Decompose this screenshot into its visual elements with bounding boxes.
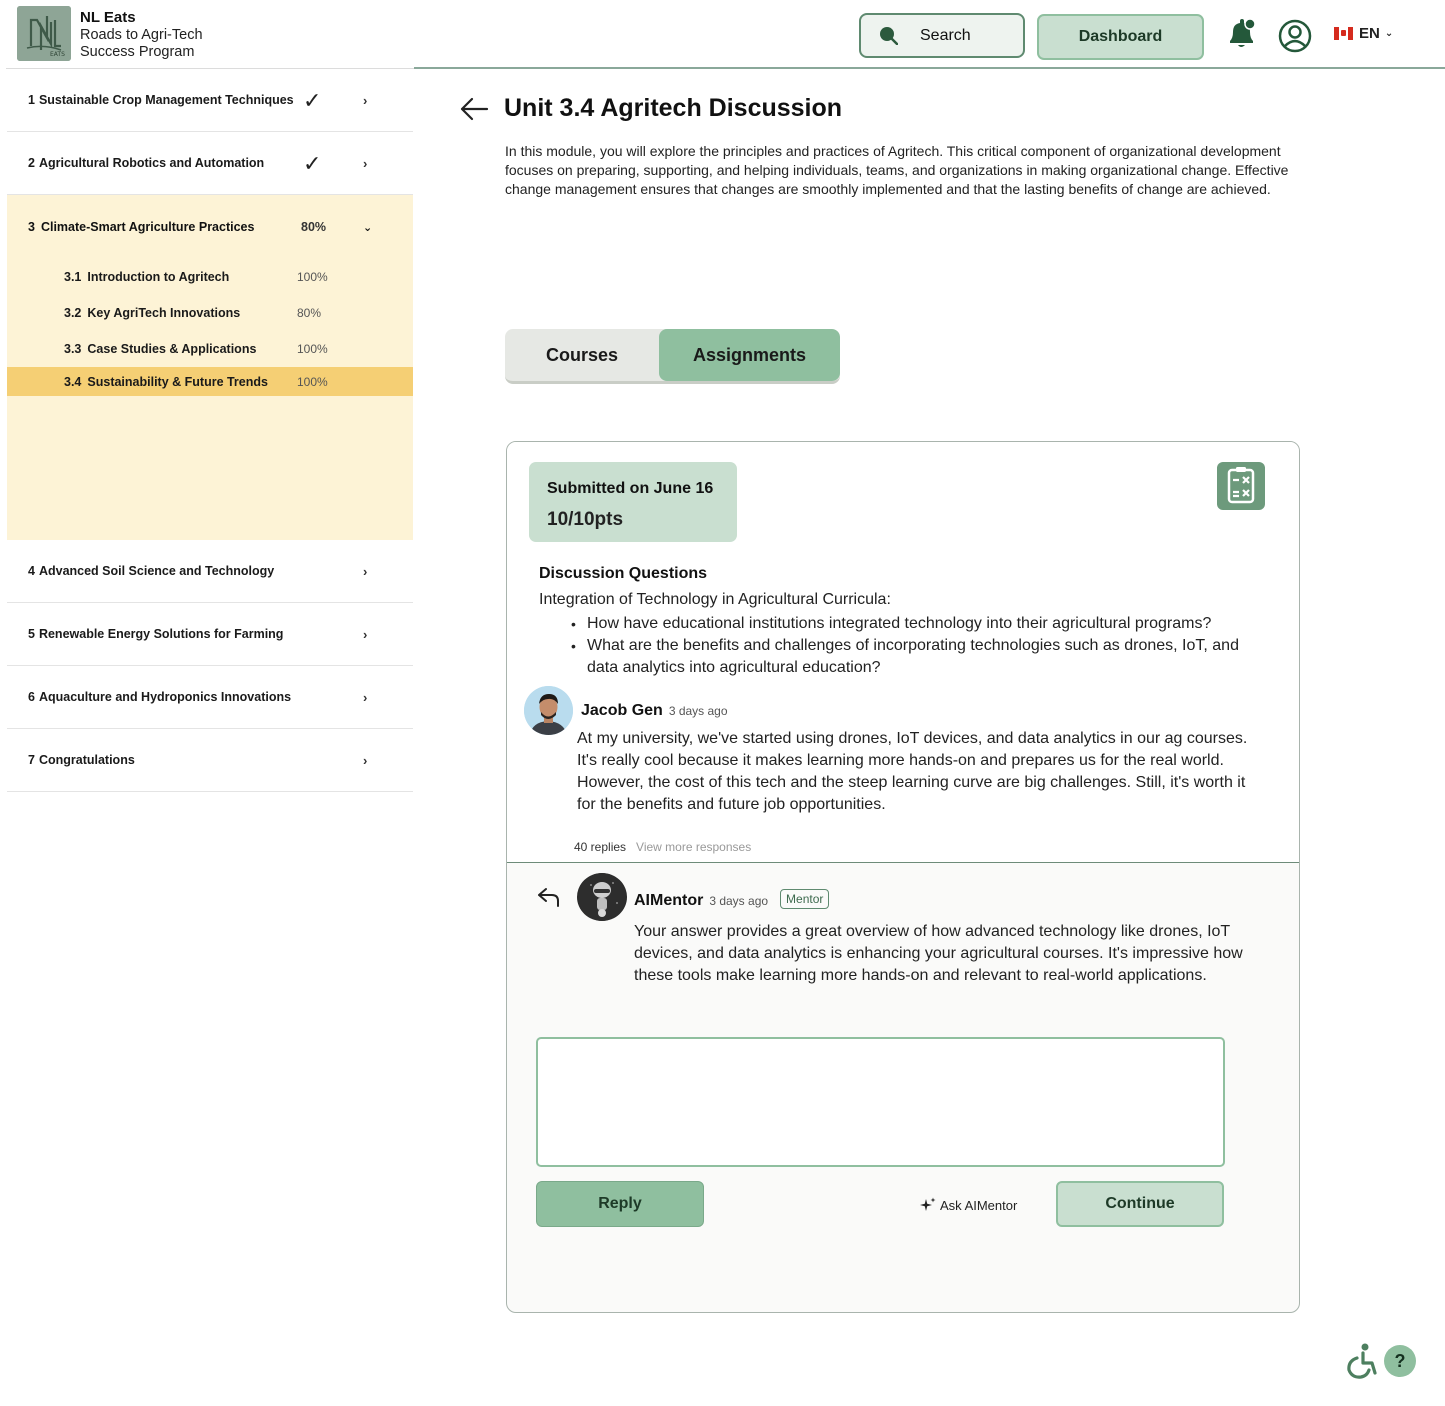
help-button[interactable]: ?	[1384, 1345, 1416, 1377]
question-item: • How have educational institutions integrated technology into their agricultural programs?	[571, 613, 1271, 635]
sidebar-lesson-3-1[interactable]	[7, 259, 413, 295]
top-header	[0, 0, 1445, 68]
module-number: 5	[28, 627, 35, 641]
post-body: At my university, we've started using drones, IoT devices, and data analytics in our ag courses. It's really cool because it makes learning more hands-on and prepares us for the real world. However, the cost of this tech and the steep learning curve are big challenges. Still, it's worth it for the benefits and future job opportunities.	[577, 730, 1248, 813]
module-number: 1	[28, 93, 35, 107]
lesson-progress: 100%	[297, 342, 328, 356]
submitted-date: Submitted on June 16	[547, 480, 714, 497]
mentor-badge: Mentor	[780, 889, 829, 909]
module-number: 4	[28, 564, 35, 578]
reply-body: Your answer provides a great overview of how advanced technology like drones, IoT devices, and data analytics is enhancing your agricultural courses. It's impressive how these tools make learning more hands-on and relevant to real-world applications.	[634, 923, 1243, 984]
module-number: 7	[28, 753, 35, 767]
chevron-right-icon[interactable]: ›	[363, 92, 368, 108]
chevron-right-icon[interactable]: ›	[363, 155, 368, 171]
lesson-title: Sustainability & Future Trends	[87, 374, 268, 389]
canada-flag-icon	[1334, 27, 1353, 40]
sidebar-module-2[interactable]	[7, 132, 413, 195]
brand-block	[80, 9, 203, 61]
lesson-title: Key AgriTech Innovations	[87, 306, 241, 320]
assignment-card	[506, 441, 1300, 1313]
checkmark-icon: ✓	[303, 88, 322, 113]
language-selector[interactable]	[1334, 25, 1393, 42]
sparkle-icon	[920, 1197, 936, 1213]
module-title: Renewable Energy Solutions for Farming	[38, 627, 284, 641]
lesson-progress: 80%	[297, 306, 322, 320]
page-title: Unit 3.4 Agritech Discussion	[504, 94, 843, 122]
module-title: Sustainable Crop Management Techniques	[38, 93, 294, 107]
avatar[interactable]	[524, 686, 573, 735]
checkmark-icon: ✓	[303, 151, 322, 176]
lesson-number: 3.4	[64, 374, 82, 389]
sidebar-module-3-expanded	[7, 195, 413, 540]
notification-bell-icon[interactable]	[1225, 17, 1257, 53]
chevron-right-icon[interactable]: ›	[363, 752, 368, 768]
reply-count: 40 replies	[574, 840, 627, 854]
sidebar-module-5[interactable]	[7, 603, 413, 666]
replies-row	[574, 840, 751, 854]
chevron-right-icon[interactable]: ›	[363, 563, 368, 579]
reply-arrow-icon	[537, 886, 561, 908]
sidebar-lesson-3-4-current[interactable]	[7, 367, 413, 396]
accessibility-icon[interactable]	[1344, 1343, 1378, 1379]
sidebar-module-7[interactable]	[7, 729, 413, 792]
module-number: 3	[28, 220, 35, 234]
discussion-questions-lead: Integration of Technology in Agricultural Curricula:	[539, 591, 891, 608]
sidebar-module-4[interactable]	[7, 540, 413, 603]
view-more-responses-link[interactable]: View more responses	[636, 840, 752, 854]
submission-status-badge	[529, 462, 737, 542]
module-number: 6	[28, 690, 35, 704]
course-sidebar	[7, 69, 413, 792]
ask-aimentor-label: Ask AIMentor	[940, 1197, 1018, 1213]
sidebar-lesson-3-2[interactable]	[7, 295, 413, 331]
reply-author	[634, 889, 829, 910]
discussion-questions-heading: Discussion Questions	[539, 565, 708, 582]
sidebar-module-1[interactable]	[7, 69, 413, 132]
lesson-number: 3.1	[64, 270, 82, 284]
discussion-questions-list	[571, 613, 1271, 679]
lesson-title: Case Studies & Applications	[87, 342, 257, 356]
ask-aimentor-button[interactable]	[920, 1197, 1017, 1213]
continue-button[interactable]: Continue	[1056, 1181, 1224, 1227]
module-progress: 80%	[301, 220, 327, 234]
back-arrow-icon[interactable]	[459, 96, 489, 122]
module-title: Climate-Smart Agriculture Practices	[40, 220, 255, 234]
chevron-down-icon[interactable]: ⌄	[363, 221, 373, 234]
brand-subtitle-line1: Roads to Agri-Tech	[80, 27, 203, 43]
ai-mentor-name[interactable]: AIMentor	[634, 892, 704, 909]
lesson-progress: 100%	[297, 374, 328, 389]
question-item: • What are the benefits and challenges of incorporating technologies such as drones, IoT, and data analytics into agricultural education?	[571, 635, 1271, 679]
chevron-down-icon: ⌄	[1384, 28, 1394, 39]
header-divider-right	[414, 67, 1445, 69]
nl-eats-logo[interactable]	[17, 6, 71, 61]
sidebar-module-6[interactable]	[7, 666, 413, 729]
language-label: EN	[1359, 25, 1380, 42]
reply-button[interactable]: Reply	[536, 1181, 704, 1227]
module-title: Agricultural Robotics and Automation	[38, 156, 265, 170]
author-name[interactable]: Jacob Gen	[581, 702, 663, 719]
content-tabs	[505, 329, 840, 384]
reply-timestamp: 3 days ago	[709, 894, 769, 908]
tab-assignments[interactable]: Assignments	[659, 329, 840, 381]
chevron-right-icon[interactable]: ›	[363, 689, 368, 705]
post-timestamp: 3 days ago	[668, 704, 728, 718]
tab-courses[interactable]: Courses	[545, 344, 619, 365]
lesson-progress: 100%	[297, 270, 328, 284]
brand-subtitle-line2: Success Program	[80, 44, 195, 60]
ai-mentor-avatar[interactable]	[577, 873, 627, 921]
search-icon	[879, 26, 898, 45]
sidebar-lesson-3-3[interactable]	[7, 331, 413, 367]
discussion-post-section	[507, 442, 1299, 863]
lesson-title: Introduction to Agritech	[87, 270, 230, 284]
logo-text: EATS	[50, 51, 65, 58]
user-profile-icon[interactable]	[1278, 19, 1312, 53]
brand-name: NL Eats	[80, 9, 136, 26]
module-title: Advanced Soil Science and Technology	[38, 564, 275, 578]
module-number: 2	[28, 156, 35, 170]
unit-intro-text: In this module, you will explore the principles and practices of Agritech. This critical component of organizational development focuses on preparing, supporting, and helping individuals, teams, and organizations in making organizational change. Effective change management ensures that changes are smoothly implemented and that the lasting benefits of change are achieved.	[505, 143, 1289, 197]
search-label: Search	[920, 26, 971, 44]
sidebar-module-3[interactable]	[7, 195, 413, 259]
search-button[interactable]	[859, 13, 1025, 58]
dashboard-button[interactable]: Dashboard	[1037, 14, 1204, 60]
module-title: Aquaculture and Hydroponics Innovations	[38, 690, 292, 704]
score-points: 10/10pts	[547, 509, 624, 530]
chevron-right-icon[interactable]: ›	[363, 626, 368, 642]
post-author	[581, 702, 728, 720]
lesson-number: 3.2	[64, 306, 82, 320]
module-title: Congratulations	[38, 753, 135, 767]
reply-textarea[interactable]	[536, 1037, 1225, 1167]
lesson-number: 3.3	[64, 342, 82, 356]
grade-calculator-icon[interactable]	[1217, 462, 1265, 510]
